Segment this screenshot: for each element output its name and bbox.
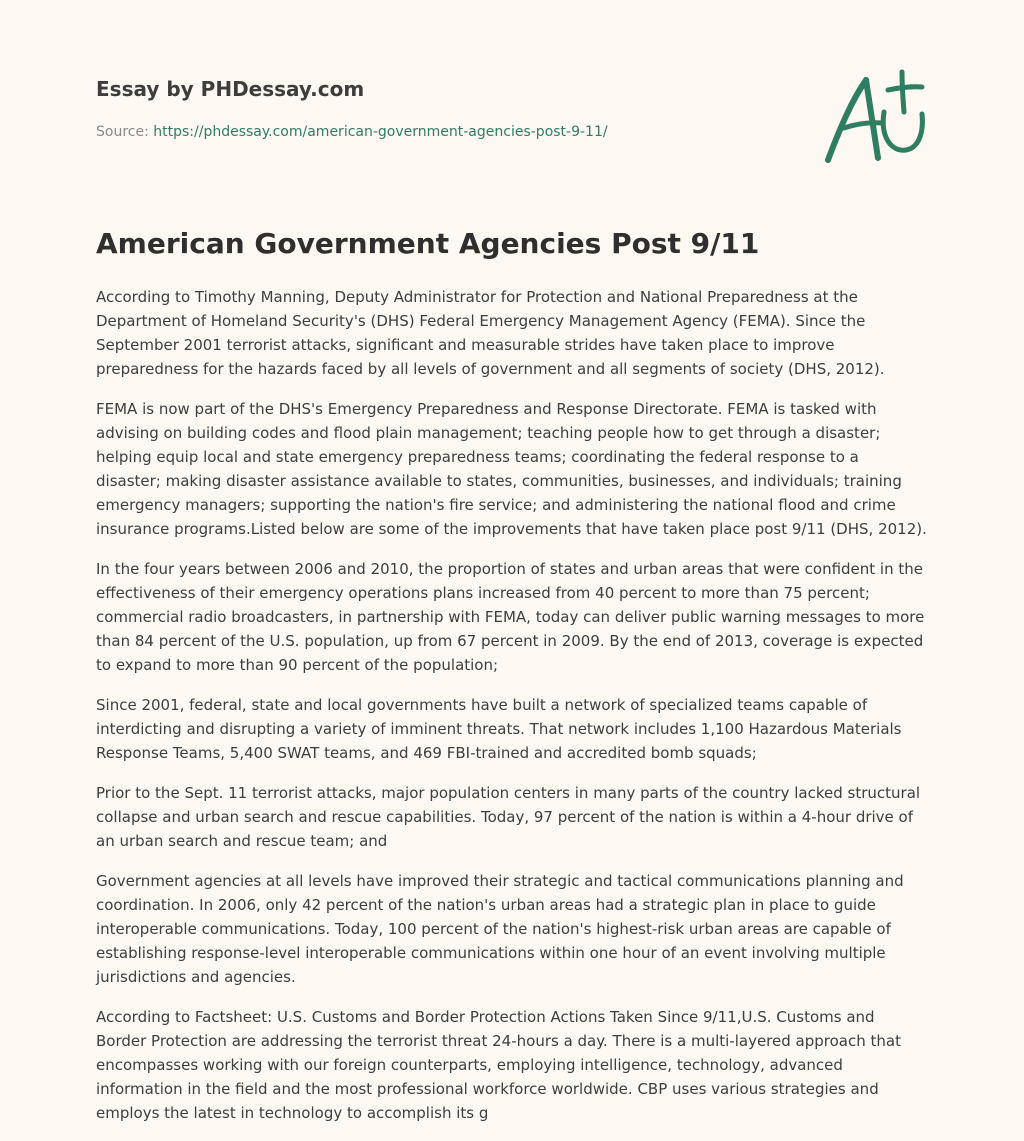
paragraph-6: Government agencies at all levels have improved their strategic and tactical communications planning and coordination. In 2006, only 42 percent of the nation's urban areas had a strategic plan in place to guide interoperable communications. Today, 100 percent of the nation's highest-risk urban areas are capable of establishing response-level interoperable communications within one hour of an event involving multiple jurisdictions and agencies.: [96, 872, 904, 986]
essay-title: American Government Agencies Post 9/11: [96, 227, 760, 260]
paragraph-2: FEMA is now part of the DHS's Emergency Preparedness and Response Directorate. FEMA is tasked with advising on building codes and flood plain management; teaching people how to get through a disaster; helping equip local and state emergency preparedness teams; coordinating the federal response to a disaster; making disaster assistance available to states, communities, businesses, and individuals; training emergency managers; supporting the nation's fire service; and administering the national flood and crime insurance programs.Listed below are some of the improvements that have taken place post 9/11 (DHS, 2012).: [96, 400, 927, 538]
essay-header: [96, 74, 796, 142]
paragraph-4: Since 2001, federal, state and local governments have built a network of specialized teams capable of interdicting and disrupting a variety of imminent threats. That network includes 1,100 Hazardous Materials Response Teams, 5,400 SWAT teams, and 469 FBI-trained and accredited bomb squads;: [96, 696, 902, 762]
source-line: [96, 122, 796, 142]
essay-body: [96, 285, 928, 1141]
paragraph-3: In the four years between 2006 and 2010, the proportion of states and urban areas that were confident in the effectiveness of their emergency operations plans increased from 40 percent to more than 75 percent; commercial radio broadcasters, in partnership with FEMA, today can deliver public warning messages to more than 84 percent of the U.S. population, up from 67 percent in 2009. By the end of 2013, coverage is expected to expand to more than 90 percent of the population;: [96, 560, 925, 674]
a-plus-logo-icon: [818, 66, 930, 166]
paragraph-7: According to Factsheet: U.S. Customs and Border Protection Actions Taken Since 9/11,U.S. Customs and Border Protection are addressing the terrorist threat 24-hours a day. There is a multi-layered approach that encompasses working with our foreign counterparts, employing intelligence, technology, advanced information in the field and the most professional workforce worldwide. CBP uses various strategies and employs the latest in technology to accomplish its g: [96, 1008, 901, 1122]
paragraph-1: According to Timothy Manning, Deputy Administrator for Protection and National Preparedness at the Department of Homeland Security's (DHS) Federal Emergency Management Agency (FEMA). Since the September 2001 terrorist attacks, significant and measurable strides have taken place to improve preparedness for the hazards faced by all levels of government and all segments of society (DHS, 2012).: [96, 288, 885, 378]
paragraph-5: Prior to the Sept. 11 terrorist attacks, major population centers in many parts of the country lacked structural collapse and urban search and rescue capabilities. Today, 97 percent of the nation is within a 4-hour drive of an urban search and rescue team; and: [96, 784, 921, 850]
site-title: Essay by PHDessay.com: [96, 77, 365, 101]
source-label: Source:: [96, 124, 154, 140]
source-link[interactable]: https://phdessay.com/american-government-agencies-post-9-11/: [153, 124, 608, 140]
